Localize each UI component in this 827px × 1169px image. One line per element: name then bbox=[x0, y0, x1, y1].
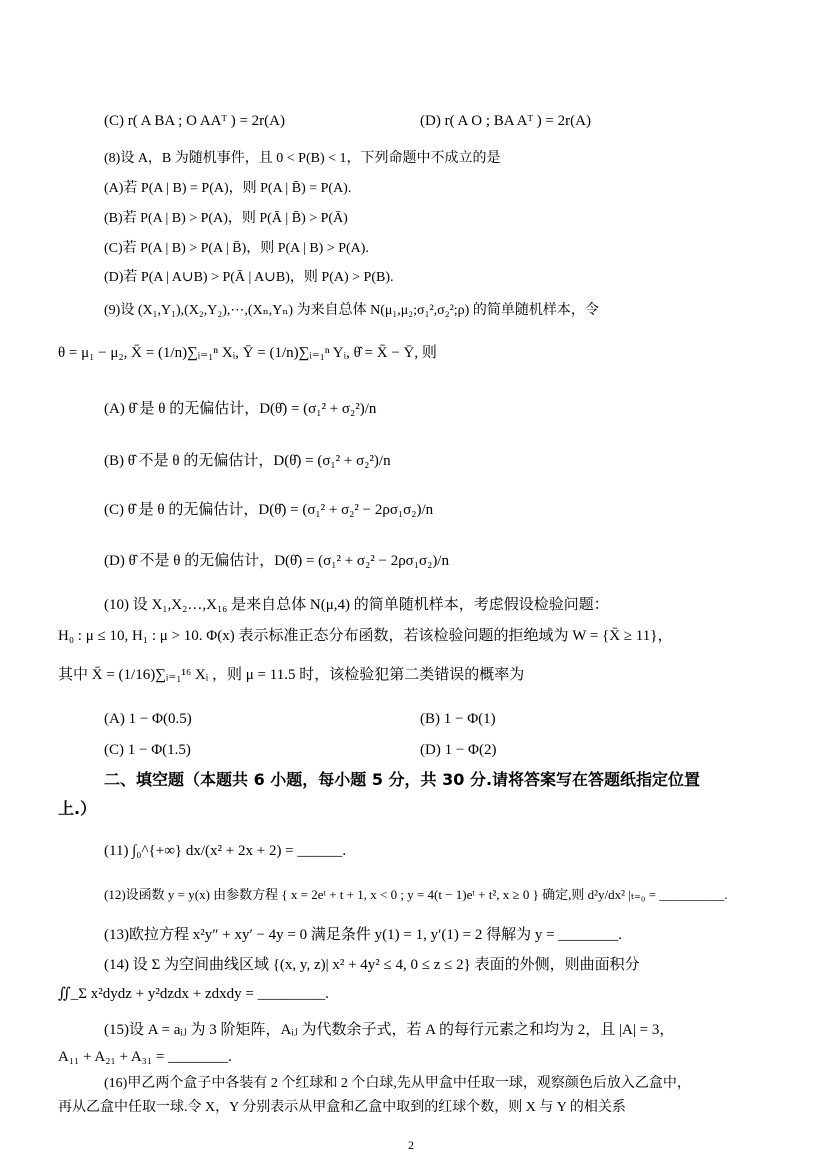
option-8a: (A)若 P(A | B) = P(A)，则 P(A | B̄) = P(A). bbox=[104, 181, 352, 196]
option-10d: (D) 1 − Φ(2) bbox=[420, 742, 497, 758]
question-8: (8)设 A，B 为随机事件，且 0 < P(B) < 1，下列命题中不成立的是 bbox=[104, 151, 501, 166]
question-15: (15)设 A = aᵢⱼ 为 3 阶矩阵，Aᵢⱼ 为代数余子式，若 A 的每行元素之和均为 2，且 |A| = 3， bbox=[104, 1022, 675, 1038]
option-10c: (C) 1 − Φ(1.5) bbox=[104, 742, 191, 758]
question-12: (12)设函数 y = y(x) 由参数方程 { x = 2eᵗ + t + 1, x < 0 ; y = 4(t − 1)eᵗ + t², x ≥ 0 } 确定,则 d²y/dx² |ₜ₌₀ = __________. bbox=[104, 887, 728, 902]
option-10b: (B) 1 − Φ(1) bbox=[420, 711, 496, 727]
question-10-stem: 其中 X̄ = (1/16)∑ᵢ₌₁¹⁶ Xᵢ ，则 μ = 11.5 时，该检验犯第二类错误的概率为 bbox=[58, 667, 525, 683]
option-8c: (C)若 P(A | B) > P(A | B̄)，则 P(A | B) > P(A). bbox=[104, 241, 369, 256]
option-7d: (D) r( A O ; BA Aᵀ ) = 2r(A) bbox=[420, 113, 591, 129]
question-11: (11) ∫₀^{+∞} dx/(x² + 2x + 2) = ______. bbox=[104, 843, 347, 859]
question-16: (16)甲乙两个盒子中各装有 2 个红球和 2 个白球,先从甲盒中任取一球，观察颜色后放入乙盒中， bbox=[104, 1076, 691, 1091]
question-10-hypotheses: H₀ : μ ≤ 10, H₁ : μ > 10. Φ(x) 表示标准正态分布函数，若该检验问题的拒绝域为 W = {X̄ ≥ 11}， bbox=[58, 628, 673, 644]
page-number: 2 bbox=[408, 1138, 414, 1152]
option-10a: (A) 1 − Φ(0.5) bbox=[104, 711, 192, 727]
option-9b: (B) θ̂ 不是 θ 的无偏估计，D(θ̂) = (σ₁² + σ₂²)/n bbox=[104, 453, 391, 469]
option-9c: (C) θ̂ 是 θ 的无偏估计，D(θ̂) = (σ₁² + σ₂² − 2ρσ₁σ₂)/n bbox=[104, 502, 434, 518]
section-heading-cont: 上.） bbox=[58, 799, 97, 818]
option-8b: (B)若 P(A | B) > P(A)，则 P(Ā | B̄) > P(Ā) bbox=[104, 211, 348, 226]
section-heading: 二、填空题（本题共 6 小题，每小题 5 分，共 30 分.请将答案写在答题纸指定位置 bbox=[104, 770, 701, 789]
option-9d: (D) θ̂ 不是 θ 的无偏估计，D(θ̂) = (σ₁² + σ₂² − 2ρσ₁σ₂)/n bbox=[104, 553, 449, 569]
question-10: (10) 设 X₁,X₂…,X₁₆ 是来自总体 N(μ,4) 的简单随机样本，考虑假设检验问题： bbox=[104, 597, 609, 613]
option-8d: (D)若 P(A | A∪B) > P(Ā | A∪B)，则 P(A) > P(B). bbox=[104, 270, 394, 285]
question-14-integral: ∬_Σ x²dydz + y²dzdx + zdxdy = _________. bbox=[58, 986, 329, 1002]
question-14: (14) 设 Σ 为空间曲线区域 {(x, y, z)| x² + 4y² ≤ 4, 0 ≤ z ≤ 2} 表面的外侧，则曲面积分 bbox=[104, 957, 640, 973]
option-9a: (A) θ̂ 是 θ 的无偏估计，D(θ̂) = (σ₁² + σ₂²)/n bbox=[104, 401, 377, 417]
option-7c: (C) r( A BA ; O AAᵀ ) = 2r(A) bbox=[104, 113, 285, 129]
question-13: (13)欧拉方程 x²y″ + xy′ − 4y = 0 满足条件 y(1) = 1, y′(1) = 2 得解为 y = ________. bbox=[104, 927, 623, 943]
question-9: (9)设 (X₁,Y₁),(X₂,Y₂),⋯,(Xₙ,Yₙ) 为来自总体 N(μ₁,μ₂;σ₁²,σ₂²;ρ) 的简单随机样本，令 bbox=[104, 303, 599, 318]
question-15-answer: A₁₁ + A₂₁ + A₃₁ = ________. bbox=[58, 1049, 232, 1065]
question-9-definitions: θ = μ₁ − μ₂, X̄ = (1/n)∑ᵢ₌₁ⁿ Xᵢ, Ȳ = (1/n)∑ᵢ₌₁ⁿ Yᵢ, θ̂ = X̄ − Ȳ, 则 bbox=[58, 345, 437, 361]
question-16-cont: 再从乙盒中任取一球.令 X，Y 分别表示从甲盒和乙盒中取到的红球个数，则 X 与 Y 的相关系 bbox=[58, 1100, 626, 1115]
